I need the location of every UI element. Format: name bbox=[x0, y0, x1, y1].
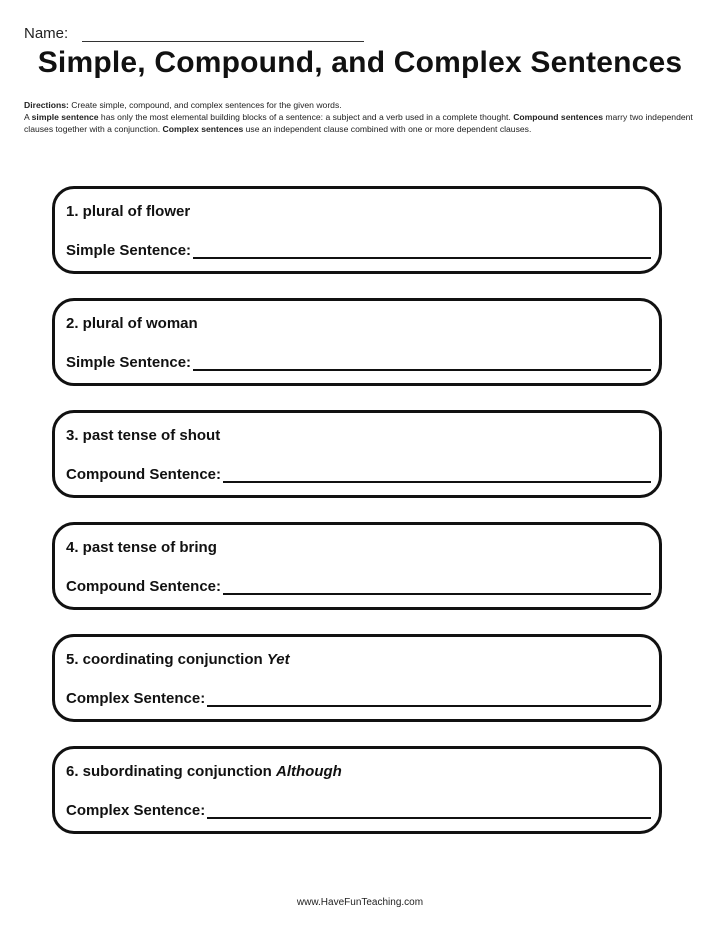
simple-definition: has only the most elemental building blocks of a sentence: a subject and a verb used in a complete thought. bbox=[98, 112, 514, 122]
name-field[interactable] bbox=[24, 20, 364, 42]
answer-line[interactable] bbox=[207, 803, 651, 819]
answer-line[interactable] bbox=[193, 243, 651, 259]
name-line[interactable] bbox=[82, 27, 364, 42]
complex-definition: use an independent clause combined with one or more dependent clauses. bbox=[243, 124, 532, 134]
prompt-text: 6. subordinating conjunction bbox=[66, 763, 276, 780]
prompt-text: 2. plural of woman bbox=[66, 315, 198, 332]
question-box-1 bbox=[52, 186, 662, 274]
compound-definition: marry two independent clauses together with a conjunction. bbox=[24, 112, 693, 134]
directions bbox=[24, 99, 696, 135]
question-prompt bbox=[66, 315, 198, 332]
answer-line[interactable] bbox=[223, 467, 651, 483]
simple-term: simple sentence bbox=[31, 112, 99, 122]
prompt-word: Although bbox=[276, 763, 342, 780]
question-prompt bbox=[66, 651, 290, 668]
question-prompt bbox=[66, 763, 342, 780]
question-box-6 bbox=[52, 746, 662, 834]
question-prompt bbox=[66, 203, 190, 220]
question-box-4 bbox=[52, 522, 662, 610]
question-prompt bbox=[66, 427, 220, 444]
answer-row bbox=[66, 463, 651, 483]
answer-label: Compound Sentence: bbox=[66, 578, 222, 595]
prompt-text: 3. past tense of shout bbox=[66, 427, 221, 444]
directions-lead: A bbox=[24, 112, 32, 122]
question-box-5 bbox=[52, 634, 662, 722]
answer-row bbox=[66, 351, 651, 371]
page-title: Simple, Compound, and Complex Sentences bbox=[37, 46, 683, 79]
footer-site: www.HaveFunTeaching.com bbox=[296, 897, 424, 908]
prompt-word: Yet bbox=[266, 651, 290, 668]
name-label: Name: bbox=[24, 25, 69, 42]
answer-row bbox=[66, 799, 651, 819]
answer-label: Compound Sentence: bbox=[66, 466, 222, 483]
directions-instruction: Create simple, compound, and complex sentences for the given words. bbox=[68, 100, 342, 110]
answer-row bbox=[66, 575, 651, 595]
answer-row bbox=[66, 239, 651, 259]
answer-label: Simple Sentence: bbox=[66, 242, 192, 259]
directions-line-1 bbox=[24, 99, 696, 111]
answer-row bbox=[66, 687, 651, 707]
answer-line[interactable] bbox=[193, 355, 651, 371]
question-prompt bbox=[66, 539, 217, 556]
answer-label: Complex Sentence: bbox=[66, 802, 206, 819]
directions-definitions bbox=[24, 111, 696, 135]
answer-label: Simple Sentence: bbox=[66, 354, 192, 371]
complex-term: Complex sentences bbox=[162, 124, 244, 134]
question-box-3 bbox=[52, 410, 662, 498]
prompt-text: 5. coordinating conjunction bbox=[66, 651, 267, 668]
prompt-text: 4. past tense of bring bbox=[66, 539, 217, 556]
prompt-text: 1. plural of flower bbox=[66, 203, 191, 220]
answer-label: Complex Sentence: bbox=[66, 690, 206, 707]
compound-term: Compound sentences bbox=[513, 112, 603, 122]
answer-line[interactable] bbox=[207, 691, 651, 707]
answer-line[interactable] bbox=[223, 579, 651, 595]
directions-label: Directions: bbox=[24, 100, 69, 110]
question-box-2 bbox=[52, 298, 662, 386]
